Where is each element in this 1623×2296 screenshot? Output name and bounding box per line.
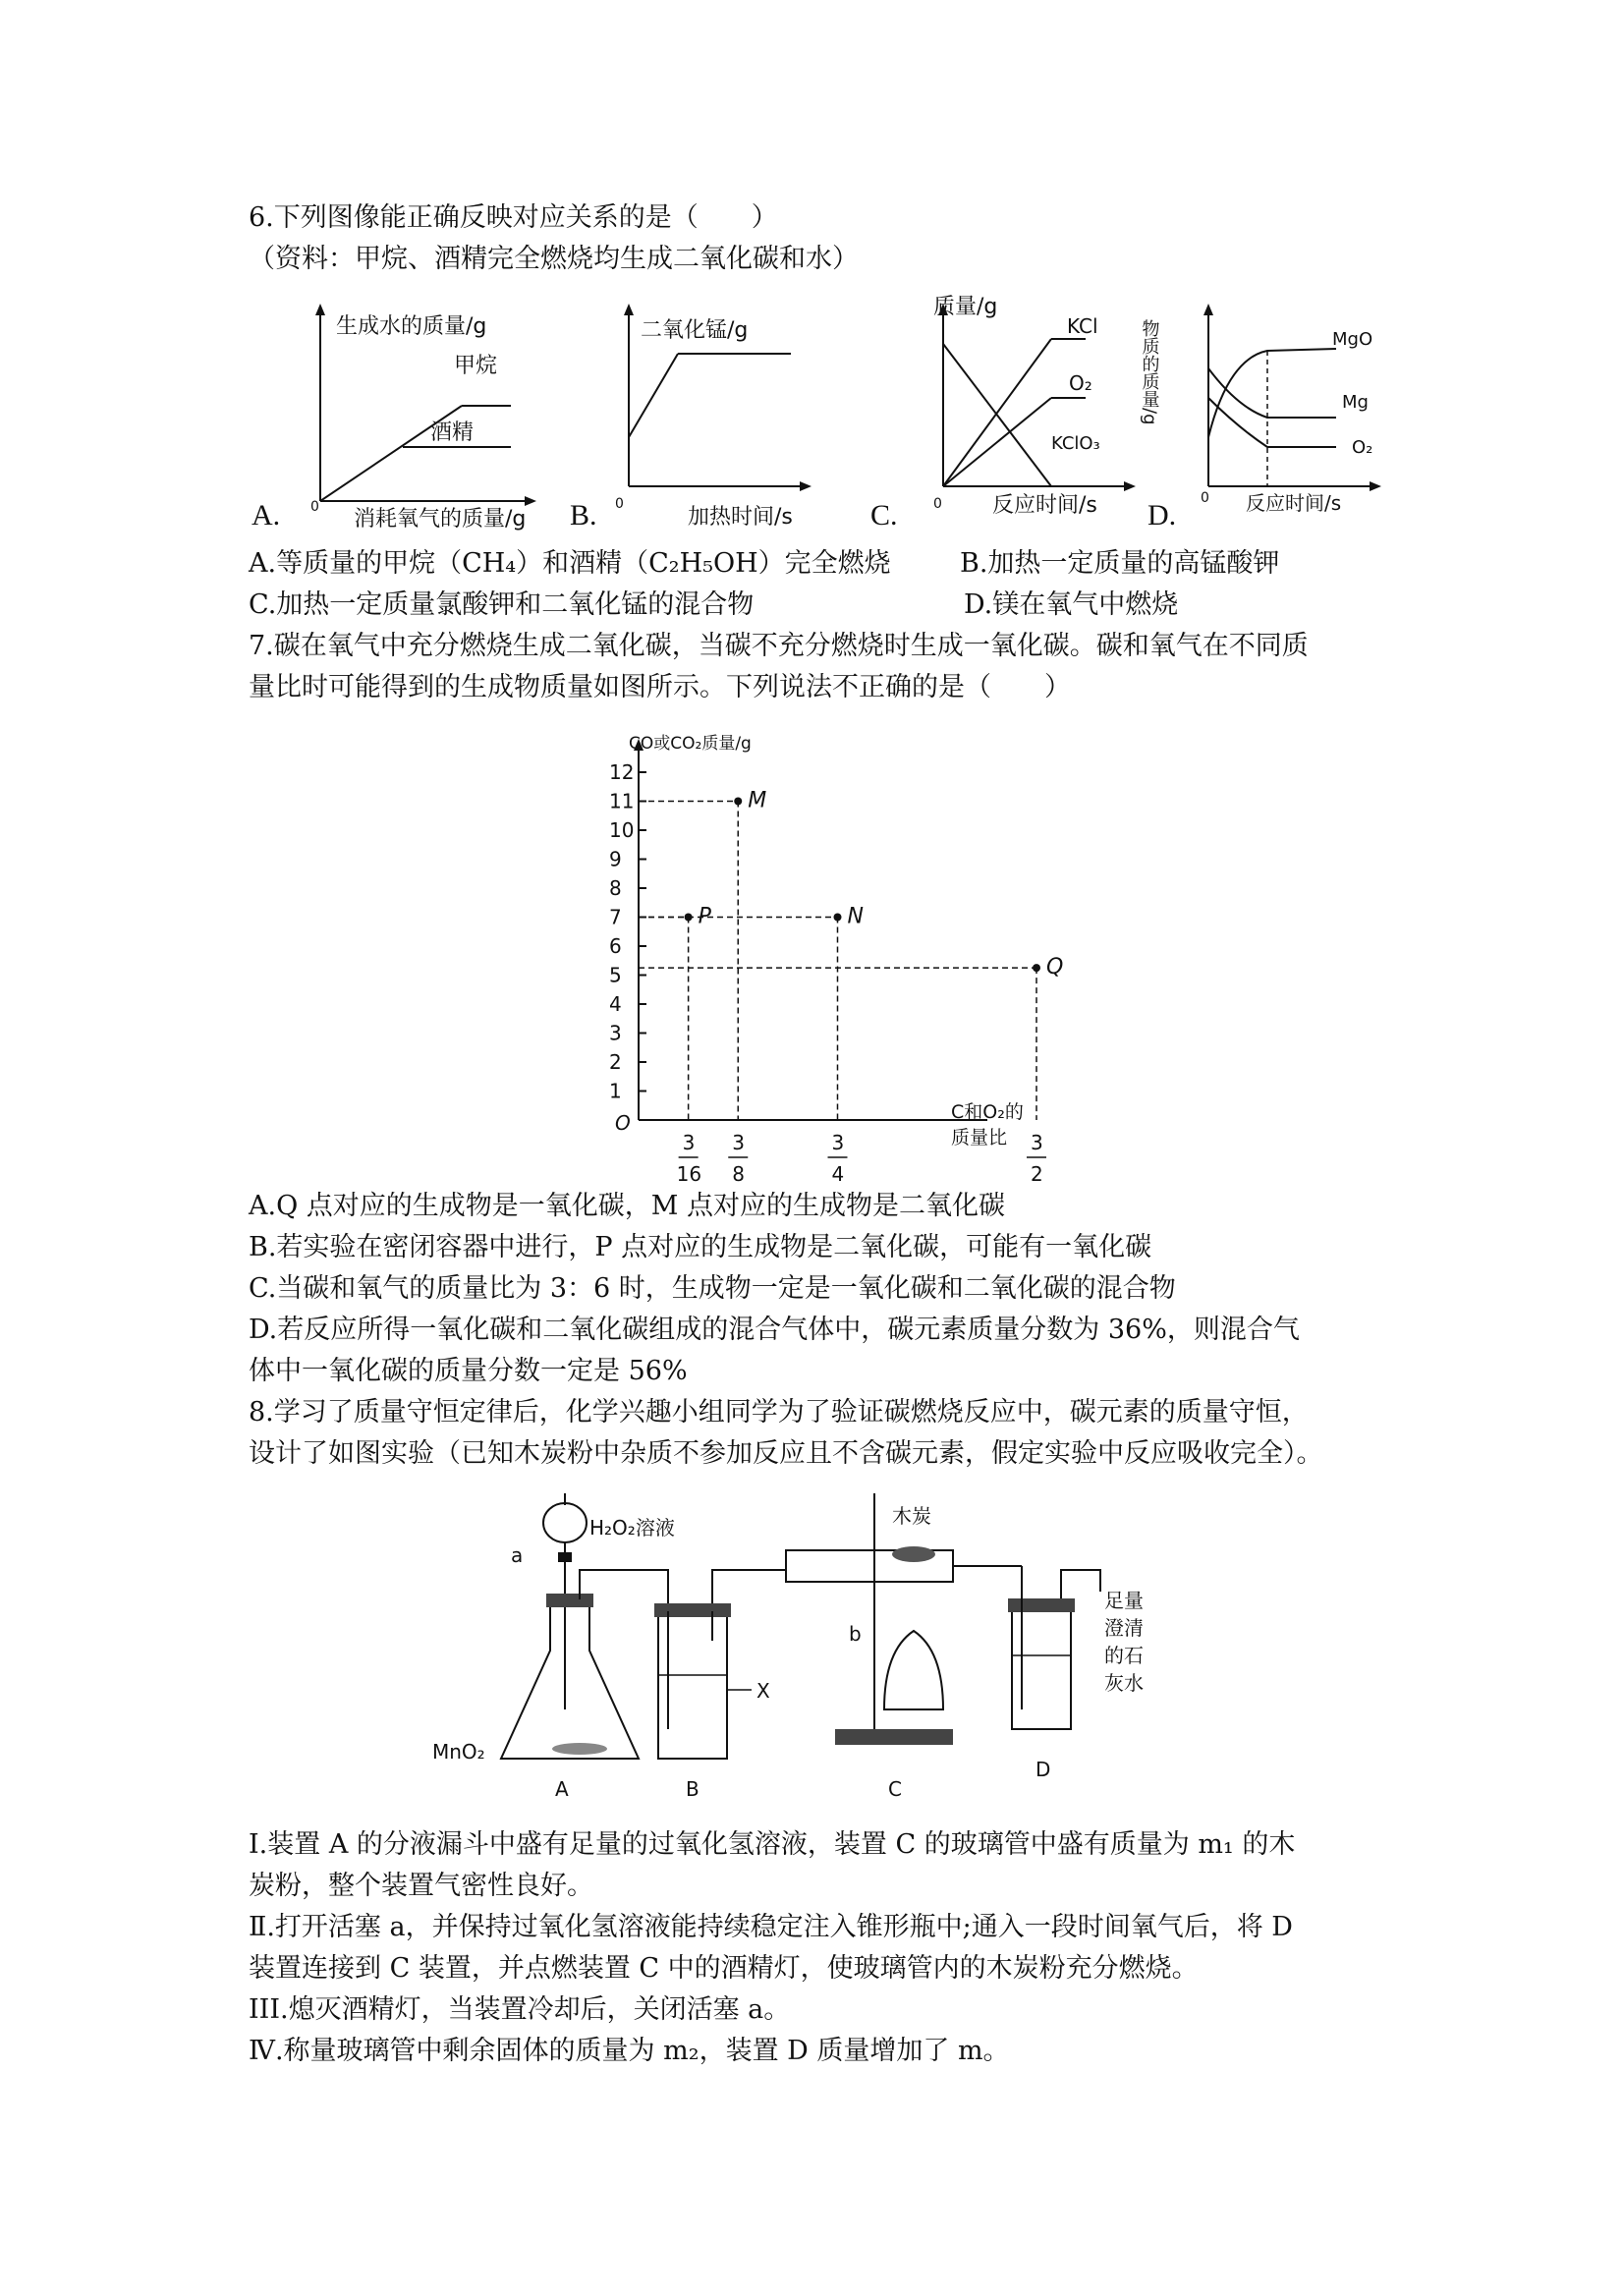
point-Q	[1033, 964, 1040, 972]
point-N	[834, 914, 842, 922]
point-label-Q: Q	[1046, 955, 1064, 980]
y-tick-label-1: 1	[609, 1079, 622, 1103]
label-h2o2: H₂O₂溶液	[589, 1516, 675, 1540]
y-tick-label-9: 9	[609, 847, 622, 871]
graph-d-label2: Mg	[1342, 392, 1369, 413]
chart-origin: O	[615, 1111, 631, 1135]
x-tick-num-2: 3	[831, 1131, 845, 1154]
graph-b-letter: B.	[570, 499, 597, 532]
q7-option-b: B.若实验在密闭容器中进行，P 点对应的生成物是二氧化碳，可能有一氧化碳	[249, 1232, 1152, 1262]
y-tick-label-8: 8	[609, 876, 622, 900]
label-a: a	[511, 1543, 524, 1567]
y-tick-label-7: 7	[609, 905, 622, 929]
point-label-M: M	[748, 788, 767, 813]
graph-b-xlabel: 加热时间/s	[688, 505, 793, 530]
x-tick-den-1: 8	[732, 1162, 745, 1186]
x-tick-den-3: 2	[1031, 1162, 1043, 1186]
graph-a-xlabel: 消耗氧气的质量/g	[354, 507, 527, 531]
q8-step2-line2: 装置连接到 C 装置，并点燃装置 C 中的酒精灯，使玻璃管内的木炭粉充分燃烧。	[249, 1953, 1199, 1984]
y-tick-label-11: 11	[609, 789, 635, 813]
q6-option-a: A.等质量的甲烷（CH₄）和酒精（C₂H₅OH）完全燃烧	[249, 548, 891, 579]
apparatus-a	[432, 1493, 675, 1801]
q8-stem-line2: 设计了如图实验（已知木炭粉中杂质不参加反应且不含碳元素，假定实验中反应吸收完全）。	[249, 1438, 1323, 1469]
label-lime-2: 澄清	[1104, 1616, 1144, 1640]
graph-b-ylabel: 二氧化锰/g	[641, 318, 749, 343]
graph-a-origin: 0	[310, 499, 319, 515]
x-tick-den-2: 4	[831, 1162, 845, 1186]
y-tick-label-3: 3	[609, 1021, 622, 1045]
y-tick-label-5: 5	[609, 963, 622, 987]
point-M	[734, 798, 742, 806]
label-D: D	[1035, 1758, 1051, 1781]
q7-stem-line1: 7.碳在氧气中充分燃烧生成二氧化碳，当碳不充分燃烧时生成一氧化碳。碳和氧气在不同质	[249, 631, 1309, 661]
x-tick-num-3: 3	[1031, 1131, 1043, 1154]
chart-xlabel-line1: C和O₂的	[951, 1101, 1024, 1123]
graph-d-ylabel: 物质的质量/g	[1140, 319, 1160, 425]
q8-stem-line1: 8.学习了质量守恒定律后，化学兴趣小组同学为了验证碳燃烧反应中，碳元素的质量守恒，	[249, 1397, 1309, 1428]
label-lime-3: 的石	[1104, 1644, 1144, 1667]
graph-b-origin: 0	[615, 496, 624, 512]
q7-option-c: C.当碳和氧气的质量比为 3：6 时，生成物一定是一氧化碳和二氧化碳的混合物	[249, 1273, 1176, 1304]
chart-xlabel-line2: 质量比	[951, 1127, 1008, 1148]
apparatus-b	[654, 1570, 786, 1801]
graph-d-letter: D.	[1147, 499, 1177, 532]
label-lime-1: 足量	[1104, 1589, 1144, 1612]
q8-apparatus-diagram	[413, 1484, 1238, 1808]
graph-c-letter: C.	[870, 499, 898, 532]
graph-a-label1: 甲烷	[454, 354, 498, 378]
chart-ylabel: CO或CO₂质量/g	[629, 734, 752, 754]
graph-c-origin: 0	[933, 496, 942, 512]
label-C: C	[888, 1777, 902, 1801]
y-tick-label-12: 12	[609, 760, 635, 784]
label-lime-4: 灰水	[1104, 1671, 1144, 1695]
q7-option-a: A.Q 点对应的生成物是一氧化碳，M 点对应的生成物是二氧化碳	[249, 1191, 1006, 1221]
graph-d-label1: MgO	[1332, 329, 1373, 350]
q6-option-b: B.加热一定质量的高锰酸钾	[960, 548, 1280, 579]
q8-step1-line2: 炭粉，整个装置气密性良好。	[249, 1871, 593, 1901]
x-tick-den-0: 16	[676, 1162, 702, 1186]
graph-c-label2: O₂	[1069, 371, 1092, 395]
apparatus-c	[786, 1493, 1022, 1801]
graph-a-ylabel: 生成水的质量/g	[336, 314, 487, 339]
y-tick-label-4: 4	[609, 992, 622, 1016]
label-B: B	[686, 1777, 700, 1801]
q6-graph-a	[265, 290, 540, 531]
q6-note: （资料：甲烷、酒精完全燃烧均生成二氧化碳和水）	[249, 244, 859, 274]
apparatus-d	[1008, 1566, 1144, 1781]
label-A: A	[555, 1777, 569, 1801]
graph-c-ylabel: 质量/g	[933, 295, 998, 319]
y-tick-label-10: 10	[609, 818, 635, 842]
q7-option-d-line1: D.若反应所得一氧化碳和二氧化碳组成的混合气体中，碳元素质量分数为 36%，则混合气	[249, 1315, 1300, 1345]
graph-d-label3: O₂	[1352, 437, 1373, 458]
graph-a-label2: 酒精	[430, 420, 475, 445]
q6-graph-c	[894, 290, 1140, 531]
q6-stem: 6.下列图像能正确反映对应关系的是（ ）	[249, 202, 778, 233]
q7-stem-line2: 量比时可能得到的生成物质量如图所示。下列说法不正确的是（ ）	[249, 672, 1071, 702]
q6-option-c: C.加热一定质量氯酸钾和二氧化锰的混合物	[249, 589, 755, 620]
q6-graph-b	[570, 290, 815, 531]
graph-c-xlabel: 反应时间/s	[992, 493, 1097, 518]
q8-step2-line1: Ⅱ.打开活塞 a，并保持过氧化氢溶液能持续稳定注入锥形瓶中;通入一段时间氧气后，将 D	[249, 1912, 1293, 1942]
x-tick-num-1: 3	[732, 1131, 745, 1154]
graph-a-letter: A.	[252, 499, 281, 532]
q6-option-d: D.镁在氧气中燃烧	[964, 589, 1179, 620]
point-label-P: P	[698, 904, 711, 929]
graph-d-xlabel: 反应时间/s	[1246, 491, 1342, 515]
point-label-N: N	[847, 904, 864, 929]
q7-option-d-line2: 体中一氧化碳的质量分数一定是 56%	[249, 1356, 688, 1386]
q8-step1-line1: Ⅰ.装置 A 的分液漏斗中盛有足量的过氧化氢溶液，装置 C 的玻璃管中盛有质量为 m₁ 的木	[249, 1829, 1296, 1860]
q6-graph-d	[1140, 290, 1385, 531]
q8-step3: III.熄灭酒精灯，当装置冷却后，关闭活塞 a。	[249, 1994, 791, 2025]
q7-chart	[580, 727, 1071, 1189]
y-tick-label-6: 6	[609, 934, 622, 958]
graph-c-label1: KCl	[1067, 314, 1098, 338]
y-tick-label-2: 2	[609, 1050, 622, 1074]
graph-d-origin: 0	[1201, 490, 1209, 506]
label-b: b	[849, 1622, 862, 1646]
label-mno2: MnO₂	[432, 1740, 485, 1764]
graph-c-label3: KClO₃	[1051, 433, 1100, 454]
q8-step4: Ⅳ.称量玻璃管中剩余固体的质量为 m₂，装置 D 质量增加了 m。	[249, 2036, 1010, 2066]
label-x: X	[756, 1679, 770, 1703]
x-tick-num-0: 3	[682, 1131, 696, 1154]
label-charcoal: 木炭	[892, 1504, 931, 1528]
